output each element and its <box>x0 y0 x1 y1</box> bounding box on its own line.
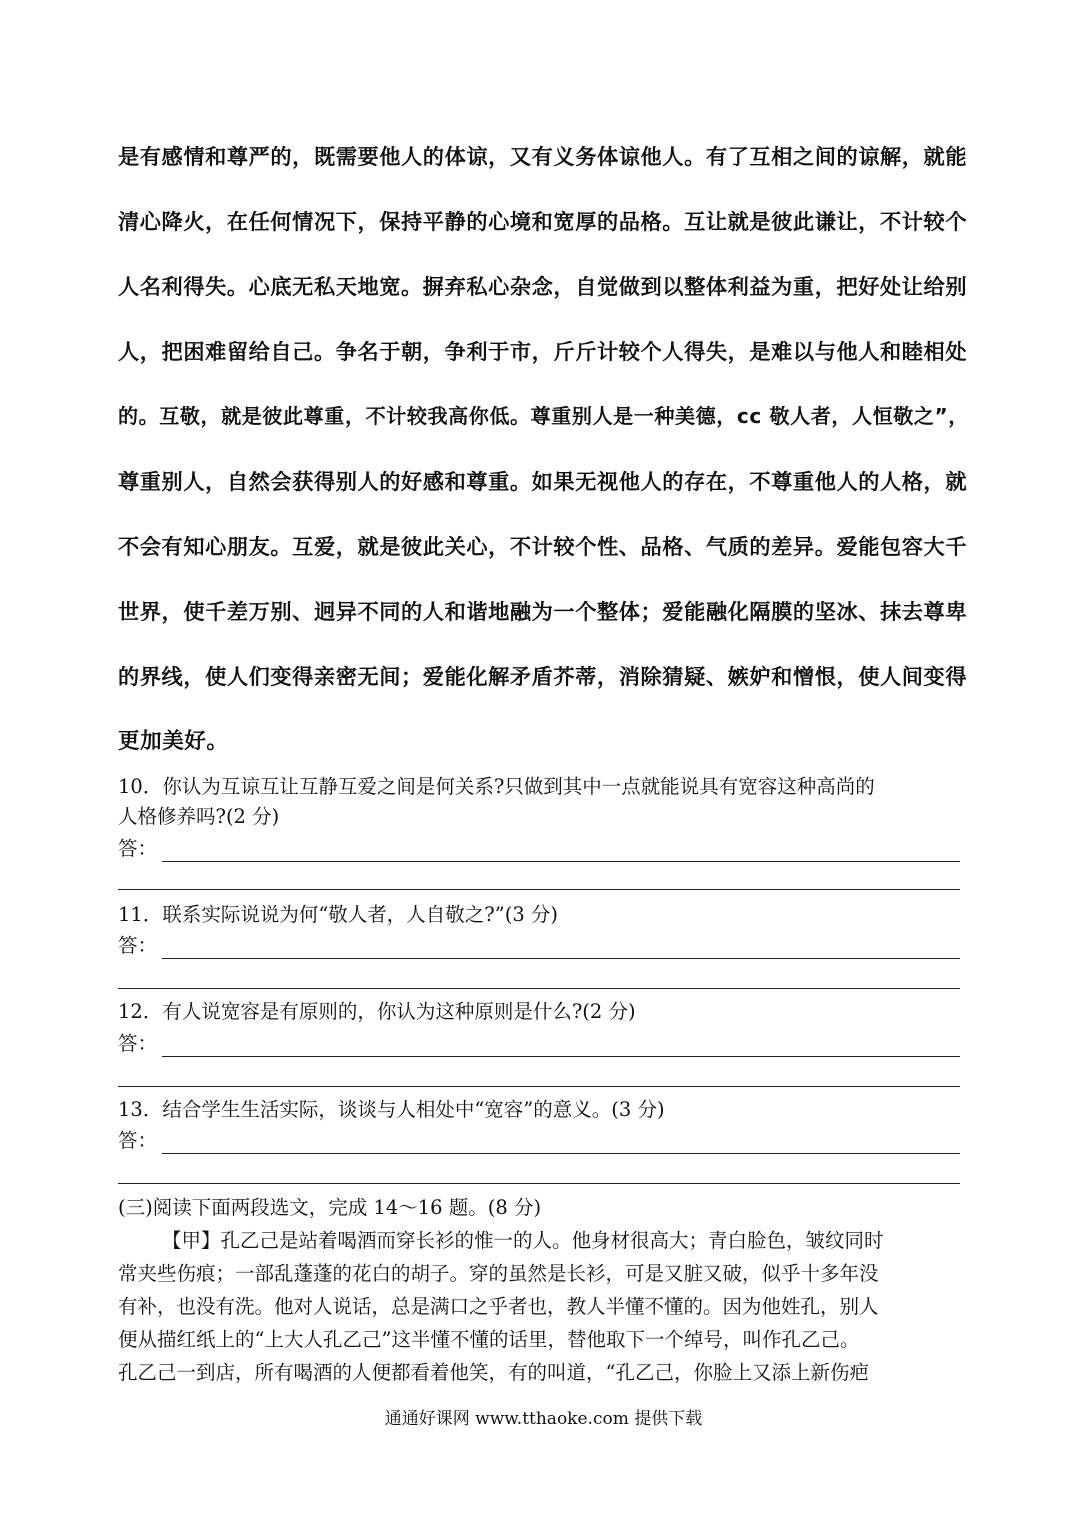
answer-13-label: 答： <box>118 1129 158 1152</box>
answer-11-field[interactable] <box>162 958 960 959</box>
question-11 <box>118 900 976 930</box>
question-12 <box>118 997 976 1027</box>
question-13-line: 13．结合学生生活实际，谈谈与人相处中“宽容”的意义。(3 分) <box>118 1098 665 1121</box>
answer-12-extra-line[interactable] <box>118 1086 960 1087</box>
answer-10-extra-line[interactable] <box>118 889 960 890</box>
section-3-heading: (三)阅读下面两段选文，完成 14～16 题。(8 分) <box>118 1196 542 1219</box>
excerpt-line: 便从描红纸上的“上大人孔乙己”这半懂不懂的话里，替他取下一个绰号，叫作孔乙己。 <box>118 1328 860 1351</box>
answer-11-row <box>118 931 960 961</box>
passage-line: 的界线，使人们变得亲密无间；爱能化解矛盾芥蒂，消除猜疑、嫉妒和憎恨，使人间变得 <box>118 664 968 689</box>
passage-line: 世界，使千差万别、迥异不同的人和谐地融为一个整体；爱能融化隔膜的坚冰、抹去尊卑 <box>118 599 968 624</box>
passage-line: 清心降火，在任何情况下，保持平静的心境和宽厚的品格。互让就是彼此谦让，不计较个 <box>118 209 968 234</box>
passage-line: 人名利得失。心底无私天地宽。摒弃私心杂念，自觉做到以整体利益为重，把好处让给别 <box>118 274 968 299</box>
answer-10-field[interactable] <box>162 861 960 862</box>
answer-11-label: 答： <box>118 934 158 957</box>
excerpt-line: 【甲】孔乙己是站着喝酒而穿长衫的惟一的人。他身材很高大；青白脸色，皱纹同时 <box>162 1229 884 1252</box>
answer-10-row <box>118 834 960 864</box>
passage <box>118 124 976 774</box>
answer-10-label: 答： <box>118 837 158 860</box>
answer-12-label: 答： <box>118 1032 158 1055</box>
passage-line: 更加美好。 <box>118 729 229 754</box>
answer-11-extra-line[interactable] <box>118 988 960 989</box>
passage-line: 不会有知心朋友。互爱，就是彼此关心，不计较个性、品格、气质的差异。爱能包容大千 <box>118 534 968 559</box>
answer-13-field[interactable] <box>162 1153 960 1154</box>
passage-line: 的。互敬，就是彼此尊重，不计较我高你低。尊重别人是一种美德，cc 敬人者，人恒敬之”， <box>118 404 969 428</box>
passage-line: 人，把困难留给自己。争名于朝，争利于市，斤斤计较个人得失，是难以与他人和睦相处 <box>118 339 968 364</box>
passage-line: 尊重别人，自然会获得别人的好感和尊重。如果无视他人的存在，不尊重他人的人格，就 <box>118 469 968 494</box>
answer-13-extra-line[interactable] <box>118 1183 960 1184</box>
excerpt-line: 有补，也没有洗。他对人说话，总是满口之乎者也，教人半懂不懂的。因为他姓孔，别人 <box>118 1295 879 1318</box>
excerpt-jia <box>118 1224 976 1389</box>
excerpt-line: 孔乙己一到店，所有喝酒的人便都看着他笑，有的叫道，“孔乙己，你脸上又添上新伤疤 <box>118 1361 869 1384</box>
question-10 <box>118 772 976 832</box>
question-12-line: 12．有人说宽容是有原则的，你认为这种原则是什么?(2 分) <box>118 1000 636 1023</box>
question-10-line: 10．你认为互谅互让互静互爱之间是何关系?只做到其中一点就能说具有宽容这种高尚的 <box>118 775 875 798</box>
page-footer: 通通好课网 www.tthaoke.com 提供下载 <box>384 1409 703 1429</box>
question-11-line: 11．联系实际说说为何“敬人者，人自敬之?”(3 分) <box>118 903 559 926</box>
question-13 <box>118 1095 976 1125</box>
answer-12-row <box>118 1029 960 1059</box>
answer-12-field[interactable] <box>162 1056 960 1057</box>
passage-line: 是有感情和尊严的，既需要他人的体谅，又有义务体谅他人。有了互相之间的谅解，就能 <box>118 144 968 169</box>
question-10-line: 人格修养吗?(2 分) <box>118 805 280 828</box>
excerpt-line: 常夹些伤痕；一部乱蓬蓬的花白的胡子。穿的虽然是长衫，可是又脏又破，似乎十多年没 <box>118 1262 879 1285</box>
answer-13-row <box>118 1126 960 1156</box>
